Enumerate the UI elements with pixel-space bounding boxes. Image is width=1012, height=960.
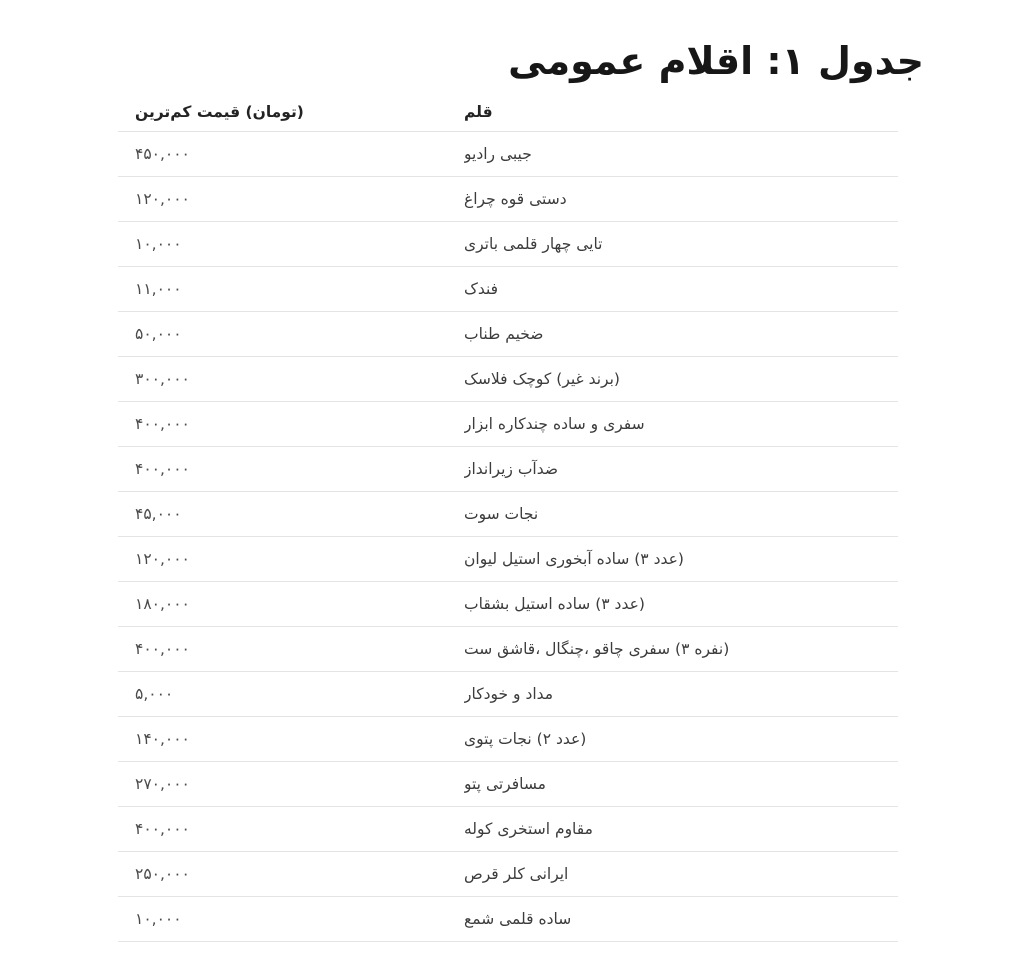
- min-price-cell: [118, 852, 464, 897]
- word: ۴۰۰,۰۰۰: [135, 415, 190, 433]
- item-cell: [464, 492, 898, 537]
- table-row: [118, 807, 898, 852]
- item-cell: [464, 717, 898, 762]
- table-row: [118, 672, 898, 717]
- min-price-cell: [118, 312, 464, 357]
- word: لیوان: [464, 550, 498, 568]
- word: کوچک: [512, 370, 552, 388]
- table-row: [118, 717, 898, 762]
- word: استیل: [502, 550, 541, 568]
- table-row: [118, 222, 898, 267]
- word: ساده: [557, 595, 591, 613]
- word: مداد: [525, 685, 554, 703]
- word: ۳۰۰,۰۰۰: [135, 370, 190, 388]
- table-body: [118, 132, 898, 942]
- min-price-cell: [118, 627, 464, 672]
- min-price-cell: [118, 222, 464, 267]
- table-row: [118, 402, 898, 447]
- word: ۱۲۰,۰۰۰: [135, 190, 190, 208]
- word: (۳: [675, 640, 690, 658]
- word: قوه: [500, 190, 525, 208]
- table-row: [118, 312, 898, 357]
- item-cell: [464, 672, 898, 717]
- header-row: [118, 92, 898, 132]
- word: (تومان): [245, 102, 304, 121]
- word: ۱۰,۰۰۰: [135, 235, 182, 253]
- min-price-cell: [118, 132, 464, 177]
- word: نجات: [498, 730, 532, 748]
- word: ست: [464, 640, 493, 658]
- word: پتو: [464, 775, 481, 793]
- page-title: جدول ۱: اقلام عمومی: [508, 39, 924, 84]
- table-row: [118, 852, 898, 897]
- item-cell: [464, 132, 898, 177]
- word: (غیر: [556, 370, 584, 388]
- min-price-cell: [118, 447, 464, 492]
- table-row: [118, 897, 898, 942]
- word: استخری: [497, 820, 551, 838]
- min-price-cell: [118, 537, 464, 582]
- item-cell: [464, 447, 898, 492]
- word: عدد): [653, 550, 684, 568]
- word: قلم: [464, 102, 493, 121]
- min-price-cell: [118, 762, 464, 807]
- item-cell: [464, 267, 898, 312]
- table-row: [118, 627, 898, 672]
- word: طناب: [464, 325, 501, 343]
- word: تایی: [576, 235, 603, 253]
- word: و: [513, 685, 521, 703]
- min-price-cell: [118, 402, 464, 447]
- word: (۳: [595, 595, 610, 613]
- item-cell: [464, 897, 898, 942]
- word: ۱۲۰,۰۰۰: [135, 550, 190, 568]
- word: برند): [588, 370, 620, 388]
- word: (۳: [634, 550, 649, 568]
- word: قیمت: [196, 102, 241, 121]
- word: ۱۸۰,۰۰۰: [135, 595, 190, 613]
- table-row: [118, 762, 898, 807]
- word: ۵۰,۰۰۰: [135, 325, 182, 343]
- word: کم‌ترین: [135, 102, 192, 121]
- word: کلر: [503, 865, 525, 883]
- word: ساده: [538, 910, 572, 928]
- table-row: [118, 132, 898, 177]
- word: و: [590, 415, 599, 433]
- word: نجات: [504, 505, 539, 523]
- word: چراغ: [464, 190, 496, 208]
- min-price-cell: [118, 807, 464, 852]
- table-row: [118, 177, 898, 222]
- item-cell: [464, 537, 898, 582]
- word: سوت: [464, 505, 500, 523]
- word: جیبی: [499, 145, 532, 163]
- word: استیل: [514, 595, 553, 613]
- table-row: [118, 447, 898, 492]
- word: دستی: [529, 190, 567, 208]
- word: عدد): [555, 730, 587, 748]
- min-price-cell: [118, 492, 464, 537]
- item-cell: [464, 357, 898, 402]
- word: ۲۵۰,۰۰۰: [135, 865, 190, 883]
- price-table: [118, 92, 898, 942]
- word: قلمی: [499, 910, 534, 928]
- item-cell: [464, 312, 898, 357]
- word: چندکاره: [497, 415, 549, 433]
- word: سفری: [603, 415, 645, 433]
- table-row: [118, 267, 898, 312]
- word: ساده: [552, 415, 586, 433]
- word: ۴۵,۰۰۰: [135, 505, 182, 523]
- word: شمع: [464, 910, 495, 928]
- word: پتوی: [464, 730, 494, 748]
- word: آبخوری: [545, 550, 592, 568]
- word: مقاوم: [554, 820, 593, 838]
- word: (۲: [536, 730, 552, 748]
- min-price-cell: [118, 897, 464, 942]
- min-price-cell: [118, 582, 464, 627]
- word: چهار: [542, 235, 572, 253]
- word: خودکار: [464, 685, 509, 703]
- word: ایرانی: [529, 865, 569, 883]
- word: سفری: [628, 640, 671, 658]
- word: چنگال،: [545, 640, 589, 658]
- word: ۲۷۰,۰۰۰: [135, 775, 190, 793]
- word: قرص: [464, 865, 499, 883]
- word: ضخیم: [505, 325, 544, 343]
- word: مسافرتی: [485, 775, 546, 793]
- word: قاشق،: [497, 640, 541, 658]
- min-price-cell: [118, 717, 464, 762]
- table-row: [118, 582, 898, 627]
- word: چاقو: [593, 640, 624, 658]
- word: ۱۴۰,۰۰۰: [135, 730, 190, 748]
- word: قلمی: [502, 235, 538, 253]
- word: ابزار: [464, 415, 493, 433]
- item-cell: [464, 582, 898, 627]
- word: ۴۰۰,۰۰۰: [135, 640, 190, 658]
- word: زیرانداز: [464, 460, 513, 478]
- table-row: [118, 492, 898, 537]
- word: ۴۰۰,۰۰۰: [135, 820, 190, 838]
- word: فلاسک: [464, 370, 508, 388]
- min-price-cell: [118, 267, 464, 312]
- item-cell: [464, 627, 898, 672]
- item-cell: [464, 807, 898, 852]
- min-price-cell: [118, 357, 464, 402]
- table-row: [118, 357, 898, 402]
- word: بشقاب: [464, 595, 510, 613]
- word: کوله: [464, 820, 493, 838]
- item-cell: [464, 852, 898, 897]
- column-header-item: [464, 92, 898, 132]
- word: ۱۱,۰۰۰: [135, 280, 182, 298]
- word: باتری: [464, 235, 499, 253]
- item-cell: [464, 762, 898, 807]
- word: ساده: [596, 550, 630, 568]
- word: نفره): [694, 640, 730, 658]
- word: ۵,۰۰۰: [135, 685, 174, 703]
- column-header-min-price: [118, 92, 464, 132]
- min-price-cell: [118, 177, 464, 222]
- table-row: [118, 537, 898, 582]
- word: ۱۰,۰۰۰: [135, 910, 182, 928]
- item-cell: [464, 402, 898, 447]
- item-cell: [464, 177, 898, 222]
- word: فندک: [464, 280, 499, 298]
- min-price-cell: [118, 672, 464, 717]
- word: ۴۰۰,۰۰۰: [135, 460, 190, 478]
- word: ضدآب: [517, 460, 559, 478]
- item-cell: [464, 222, 898, 267]
- word: عدد): [614, 595, 645, 613]
- word: رادیو: [464, 145, 496, 163]
- word: ۴۵۰,۰۰۰: [135, 145, 190, 163]
